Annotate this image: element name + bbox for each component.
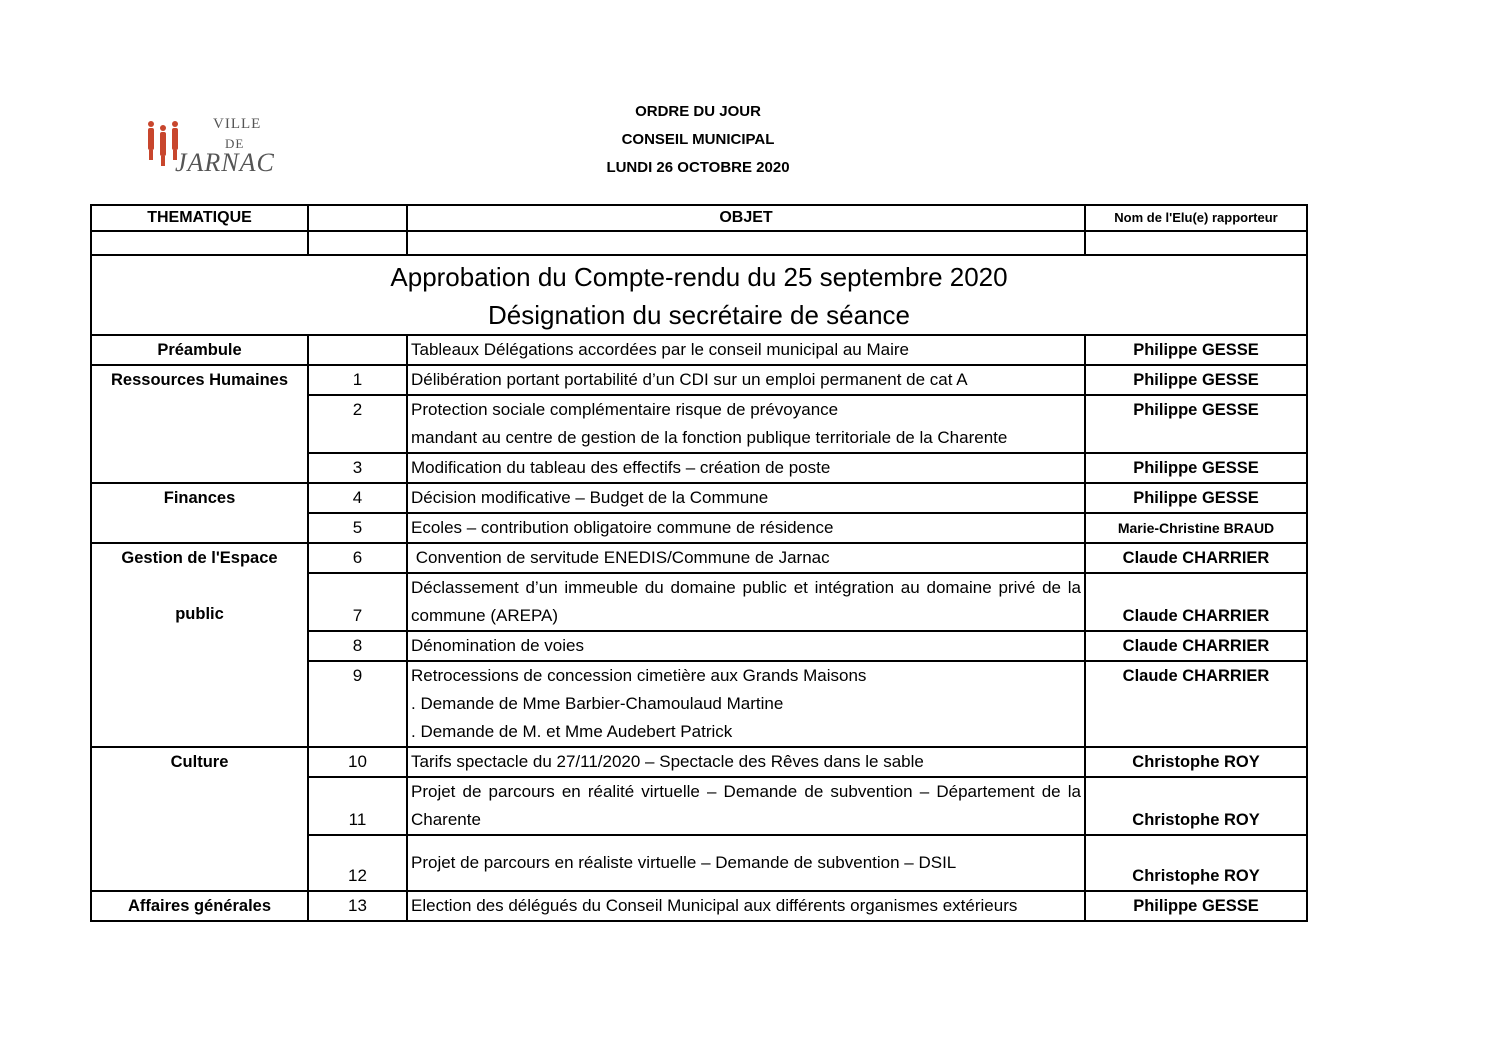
item-rapporteur: Marie-Christine BRAUD [1085,513,1307,543]
item-rapporteur: Philippe GESSE [1085,891,1307,921]
table-row [91,891,1307,921]
item-number: 2 [308,395,407,453]
theme-finances: Finances [91,483,308,543]
item-objet: Tableaux Délégations accordées par le conseil municipal au Maire [407,335,1085,365]
logo-jarnac-text: JARNAC [175,148,275,177]
document-header [548,98,848,182]
table-row [91,747,1307,777]
item-objet-line: . Demande de M. et Mme Audebert Patrick [411,722,733,741]
item-rapporteur: Christophe ROY [1085,747,1307,777]
item-objet-line: mandant au centre de gestion de la fonction publique territoriale de la Charente [411,428,1008,447]
item-number: 13 [308,891,407,921]
item-number [308,335,407,365]
theme-ressources-humaines: Ressources Humaines [91,365,308,483]
header-date: LUNDI 26 OCTOBRE 2020 [606,159,790,176]
item-rapporteur: Claude CHARRIER [1085,661,1307,747]
header-thematique: THEMATIQUE [91,205,308,231]
item-objet-line: Protection sociale complémentaire risque de prévoyance [411,400,839,419]
item-rapporteur: Philippe GESSE [1085,365,1307,395]
item-objet: Décision modificative – Budget de la Commune [407,483,1085,513]
table-row [91,543,1307,573]
item-rapporteur: Philippe GESSE [1085,335,1307,365]
table-header-row [91,205,1307,231]
header-subtitle: CONSEIL MUNICIPAL [621,131,775,148]
item-number: 6 [308,543,407,573]
item-objet: Convention de servitude ENEDIS/Commune de Jarnac [407,543,1085,573]
table-row [91,365,1307,395]
logo-de-text: DE [225,136,245,151]
item-number: 11 [308,777,407,835]
item-number: 10 [308,747,407,777]
item-rapporteur: Philippe GESSE [1085,483,1307,513]
item-number: 8 [308,631,407,661]
theme-line: public [175,605,224,623]
item-objet: Projet de parcours en réaliste virtuelle – Demande de subvention – DSIL [407,835,1085,891]
item-objet: Déclassement d’un immeuble du domaine public et intégration au domaine privé de la commune (AREPA) [407,573,1085,631]
header-title: ORDRE DU JOUR [635,103,761,120]
item-number: 1 [308,365,407,395]
item-rapporteur: Philippe GESSE [1085,453,1307,483]
item-number: 4 [308,483,407,513]
theme-gestion-espace-public [91,543,308,747]
theme-preambule: Préambule [91,335,308,365]
header-num [308,205,407,231]
ville-de-jarnac-logo [145,112,290,184]
table-empty-row [91,231,1307,255]
header-objet: OBJET [407,205,1085,231]
item-objet: Projet de parcours en réalité virtuelle – Demande de subvention – Département de la Charente [407,777,1085,835]
item-objet: Modification du tableau des effectifs – création de poste [407,453,1085,483]
item-number: 12 [308,835,407,891]
theme-line: Gestion de l'Espace [121,549,278,567]
table-row [91,335,1307,365]
item-rapporteur: Christophe ROY [1085,777,1307,835]
item-rapporteur: Christophe ROY [1085,835,1307,891]
item-number: 3 [308,453,407,483]
table-row [91,483,1307,513]
item-rapporteur: Claude CHARRIER [1085,543,1307,573]
item-objet: Délibération portant portabilité d’un CDI sur un emploi permanent de cat A [407,365,1085,395]
item-objet: Tarifs spectacle du 27/11/2020 – Spectacle des Rêves dans le sable [407,747,1085,777]
item-rapporteur: Philippe GESSE [1085,395,1307,453]
item-objet: Ecoles – contribution obligatoire commune de résidence [407,513,1085,543]
banner-approbation: Approbation du Compte-rendu du 25 septembre 2020 [390,262,1008,292]
item-objet [407,661,1085,747]
item-number: 5 [308,513,407,543]
theme-culture: Culture [91,747,308,891]
item-objet-line: Retrocessions de concession cimetière aux Grands Maisons [411,666,867,685]
item-number: 9 [308,661,407,747]
item-objet-line: . Demande de Mme Barbier-Chamoulaud Martine [411,694,784,713]
item-objet [407,395,1085,453]
item-objet: Election des délégués du Conseil Municipal aux différents organismes extérieurs [407,891,1085,921]
item-rapporteur: Claude CHARRIER [1085,573,1307,631]
item-rapporteur: Claude CHARRIER [1085,631,1307,661]
item-objet: Dénomination de voies [407,631,1085,661]
header-rapporteur: Nom de l'Elu(e) rapporteur [1085,205,1307,231]
banner-cell [91,255,1307,335]
banner-row [91,255,1307,335]
theme-affaires-generales: Affaires générales [91,891,308,921]
banner-designation: Désignation du secrétaire de séance [487,300,911,330]
logo-ville-text: VILLE [213,116,262,132]
agenda-table [90,204,1308,922]
item-number: 7 [308,573,407,631]
